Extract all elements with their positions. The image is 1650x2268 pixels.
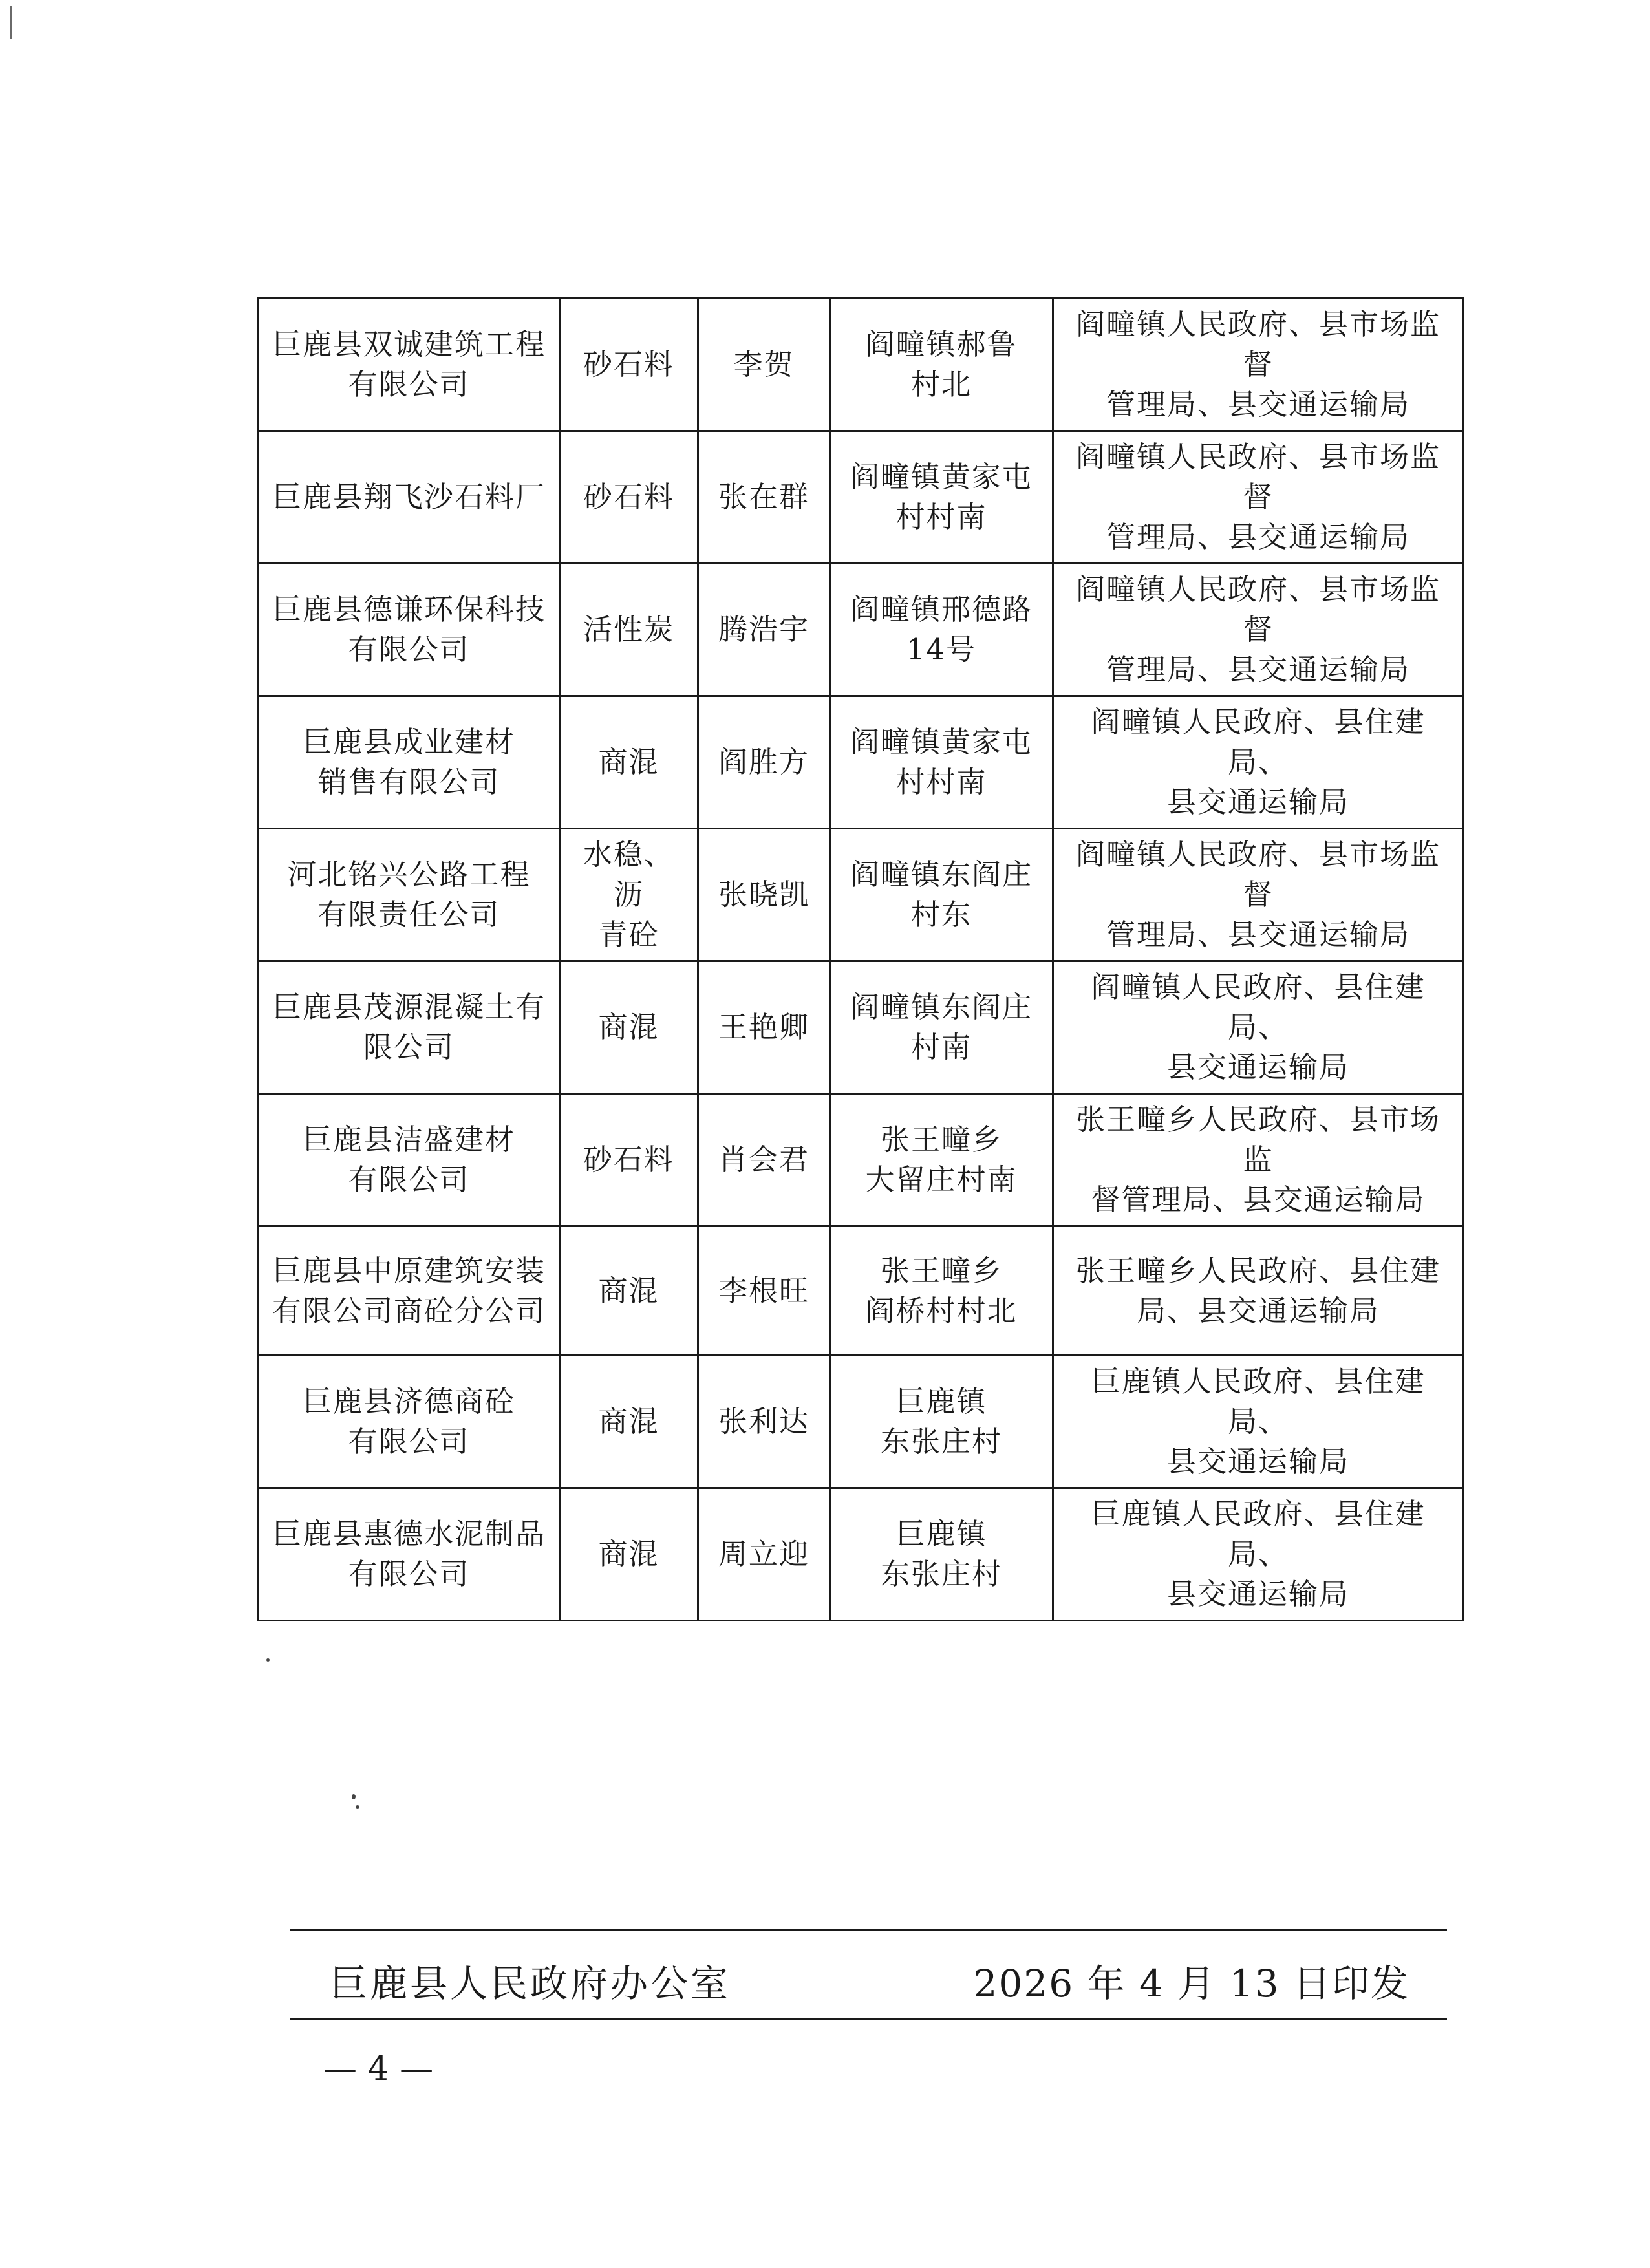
cell-address: 阎疃镇黄家屯 村村南 [830,696,1053,829]
cell-person: 张在群 [698,431,830,564]
cell-departments: 张王疃乡人民政府、县市场监 督管理局、县交通运输局 [1053,1094,1464,1226]
footer-print-date: 2026 年 4 月 13 日印发 [973,1962,1409,2006]
cell-person: 王艳卿 [698,961,830,1094]
cell-product: 商混 [560,1488,698,1621]
scan-speck [266,1658,270,1662]
cell-company: 巨鹿县济德商砼 有限公司 [259,1356,560,1488]
cell-person: 李根旺 [698,1226,830,1356]
cell-product: 水稳、沥 青砼 [560,829,698,961]
table-row [259,1094,1464,1226]
cell-departments: 阎疃镇人民政府、县住建局、 县交通运输局 [1053,961,1464,1094]
cell-address: 阎疃镇东阎庄 村南 [830,961,1053,1094]
cell-address: 巨鹿镇 东张庄村 [830,1488,1053,1621]
cell-address: 阎疃镇黄家屯 村村南 [830,431,1053,564]
cell-address: 阎疃镇邢德路 14号 [830,564,1053,696]
cell-departments: 阎疃镇人民政府、县住建局、 县交通运输局 [1053,696,1464,829]
cell-company: 巨鹿县茂源混凝土有 限公司 [259,961,560,1094]
table-body [259,299,1464,1621]
cell-departments: 巨鹿镇人民政府、县住建局、 县交通运输局 [1053,1488,1464,1621]
cell-product: 砂石料 [560,431,698,564]
cell-product: 活性炭 [560,564,698,696]
cell-person: 肖会君 [698,1094,830,1226]
cell-company: 河北铭兴公路工程 有限责任公司 [259,829,560,961]
cell-company: 巨鹿县惠德水泥制品 有限公司 [259,1488,560,1621]
table-row [259,696,1464,829]
table-row [259,1356,1464,1488]
table-row [259,1226,1464,1356]
table-row [259,299,1464,431]
cell-product: 砂石料 [560,299,698,431]
scan-speck [352,1794,356,1799]
table-row [259,564,1464,696]
cell-company: 巨鹿县成业建材 销售有限公司 [259,696,560,829]
table-row [259,829,1464,961]
cell-address: 张王疃乡 阎桥村村北 [830,1226,1053,1356]
footer-issuer: 巨鹿县人民政府办公室 [330,1962,731,2006]
cell-departments: 张王疃乡人民政府、县住建 局、县交通运输局 [1053,1226,1464,1356]
footer-top-rule [290,1929,1447,1931]
cell-departments: 阎疃镇人民政府、县市场监督 管理局、县交通运输局 [1053,829,1464,961]
cell-person: 张利达 [698,1356,830,1488]
cell-departments: 阎疃镇人民政府、县市场监督 管理局、县交通运输局 [1053,299,1464,431]
cell-address: 阎疃镇郝鲁 村北 [830,299,1053,431]
cell-address: 张王疃乡 大留庄村南 [830,1094,1053,1226]
cell-product: 商混 [560,696,698,829]
cell-company: 巨鹿县翔飞沙石料厂 [259,431,560,564]
footer-bottom-rule [290,2018,1447,2020]
scan-speck [356,1805,359,1809]
cell-company: 巨鹿县中原建筑安装 有限公司商砼分公司 [259,1226,560,1356]
cell-person: 周立迎 [698,1488,830,1621]
enterprise-table [257,297,1464,1621]
cell-person: 张晓凯 [698,829,830,961]
table-row [259,431,1464,564]
page-number: — 4 — [323,2049,434,2088]
cell-departments: 巨鹿镇人民政府、县住建局、 县交通运输局 [1053,1356,1464,1488]
table-row [259,961,1464,1094]
cell-product: 商混 [560,1356,698,1488]
cell-company: 巨鹿县双诚建筑工程 有限公司 [259,299,560,431]
cell-person: 腾浩宇 [698,564,830,696]
cell-person: 阎胜方 [698,696,830,829]
cell-address: 巨鹿镇 东张庄村 [830,1356,1053,1488]
cell-product: 商混 [560,1226,698,1356]
table-row [259,1488,1464,1621]
cell-product: 商混 [560,961,698,1094]
cell-company: 巨鹿县洁盛建材 有限公司 [259,1094,560,1226]
cell-product: 砂石料 [560,1094,698,1226]
cell-departments: 阎疃镇人民政府、县市场监督 管理局、县交通运输局 [1053,564,1464,696]
cell-person: 李贺 [698,299,830,431]
cell-departments: 阎疃镇人民政府、县市场监督 管理局、县交通运输局 [1053,431,1464,564]
cell-company: 巨鹿县德谦环保科技 有限公司 [259,564,560,696]
scan-edge-mark [10,6,12,39]
cell-address: 阎疃镇东阎庄 村东 [830,829,1053,961]
